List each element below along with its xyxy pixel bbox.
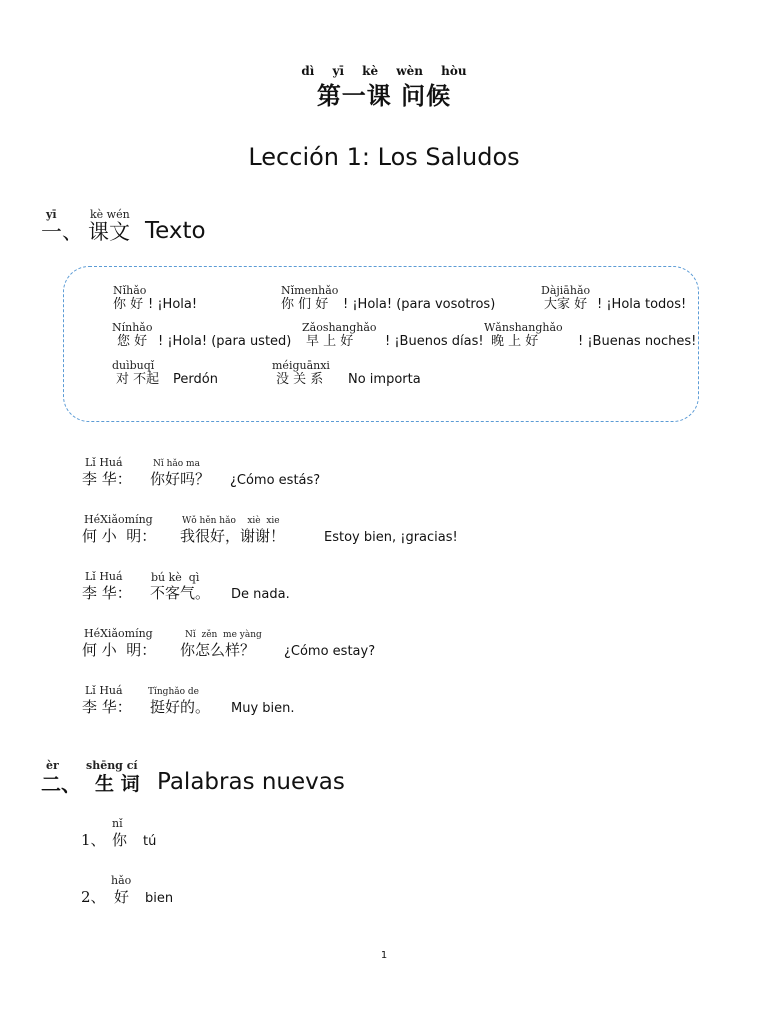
line-zh: 挺好的。 xyxy=(150,698,211,716)
word-es: tú xyxy=(143,834,157,849)
page-number: 1 xyxy=(380,950,388,961)
line-zh: 你好吗？ xyxy=(150,470,211,488)
line-pinyin: Tǐnghǎo de xyxy=(148,687,199,697)
speaker-zh: 李 华： xyxy=(82,698,132,716)
line-es: Muy bien. xyxy=(231,701,295,716)
vocab-es: ! ¡Hola! (para vosotros) xyxy=(343,297,496,312)
word-zh: 好 xyxy=(114,888,130,906)
section2-title-pinyin: shēng cí xyxy=(86,759,138,772)
word-pinyin: nǐ xyxy=(112,817,123,830)
line-es: ¿Cómo estás? xyxy=(230,473,321,488)
speaker-pinyin: Lǐ Huá xyxy=(85,456,123,469)
section1-title-pinyin: kè wén xyxy=(90,208,130,221)
speaker-pinyin: Lǐ Huá xyxy=(85,684,123,697)
speaker-zh: 何 小 明： xyxy=(82,641,157,659)
vocab-zh: 你 们 好 xyxy=(281,297,329,312)
speaker-zh: 李 华： xyxy=(82,470,132,488)
section2-num-pinyin: èr xyxy=(46,759,59,772)
vocab-pinyin: Zǎoshanghǎo xyxy=(302,321,377,334)
title-pinyin: dì yī kè wèn hòu xyxy=(301,64,467,78)
line-pinyin: Nǐ zěn me yàng xyxy=(185,630,262,640)
vocab-es: Perdón xyxy=(173,372,218,387)
word-num: 2、 xyxy=(81,888,106,906)
line-pinyin: Wǒ hěn hǎo xiè xie xyxy=(182,516,280,526)
word-zh: 你 xyxy=(112,831,128,849)
section2-title-es: Palabras nuevas xyxy=(157,769,345,795)
page-title: 第一课 问候 xyxy=(316,81,452,110)
vocab-es: No importa xyxy=(348,372,421,387)
word-pinyin: hǎo xyxy=(111,874,132,887)
vocab-pinyin: méiguānxi xyxy=(272,359,330,372)
line-es: ¿Cómo estay? xyxy=(284,644,376,659)
word-es: bien xyxy=(145,891,174,906)
page-subtitle: Lección 1: Los Saludos xyxy=(248,143,520,171)
vocab-pinyin: duìbuqǐ xyxy=(112,359,155,372)
speaker-zh: 何 小 明： xyxy=(82,527,157,545)
line-es: De nada. xyxy=(231,587,290,602)
vocab-zh: 对 不起 xyxy=(116,372,160,387)
vocab-pinyin: Dàjiāhǎo xyxy=(541,284,591,297)
section1-num-pinyin: yī xyxy=(46,208,57,221)
word-num: 1、 xyxy=(81,831,106,849)
vocab-zh: 晚 上 好 xyxy=(491,334,539,349)
line-zh: 不客气。 xyxy=(150,584,211,602)
vocab-zh: 没 关 系 xyxy=(276,372,324,387)
line-es: Estoy bien, ¡gracias! xyxy=(324,530,458,545)
line-pinyin: Nǐ hǎo ma xyxy=(153,459,200,469)
speaker-pinyin: Lǐ Huá xyxy=(85,570,123,583)
section1-title-es: Texto xyxy=(145,218,206,244)
vocab-zh: 您 好 xyxy=(117,334,148,349)
vocab-zh: 你 好 xyxy=(113,297,144,312)
speaker-pinyin: HéXiǎomíng xyxy=(84,513,153,526)
section2-num: 二、 xyxy=(41,772,81,796)
vocab-zh: 大家 好 xyxy=(544,297,588,312)
vocab-pinyin: Wǎnshanghǎo xyxy=(484,321,563,334)
line-zh: 你怎么样？ xyxy=(180,641,256,659)
speaker-zh: 李 华： xyxy=(82,584,132,602)
speaker-pinyin: HéXiǎomíng xyxy=(84,627,153,640)
section2-title-zh: 生 词 xyxy=(95,773,140,795)
vocab-pinyin: Nínhǎo xyxy=(112,321,153,334)
vocab-pinyin: Nǐhǎo xyxy=(113,284,147,297)
line-zh: 我很好，谢谢！ xyxy=(180,527,286,545)
vocab-zh: 早 上 好 xyxy=(306,334,354,349)
vocab-pinyin: Nǐmenhǎo xyxy=(281,284,339,297)
vocab-es: ! ¡Hola! xyxy=(148,297,198,312)
vocab-es: ! ¡Hola! (para usted) xyxy=(158,334,292,349)
section1-num: 一、 xyxy=(41,220,83,244)
section1-title-zh: 课文 xyxy=(88,220,130,244)
vocab-es: ! ¡Buenas noches! xyxy=(578,334,697,349)
vocab-es: ! ¡Buenos días! xyxy=(385,334,484,349)
line-pinyin: bú kè qì xyxy=(151,571,200,584)
vocab-es: ! ¡Hola todos! xyxy=(597,297,687,312)
